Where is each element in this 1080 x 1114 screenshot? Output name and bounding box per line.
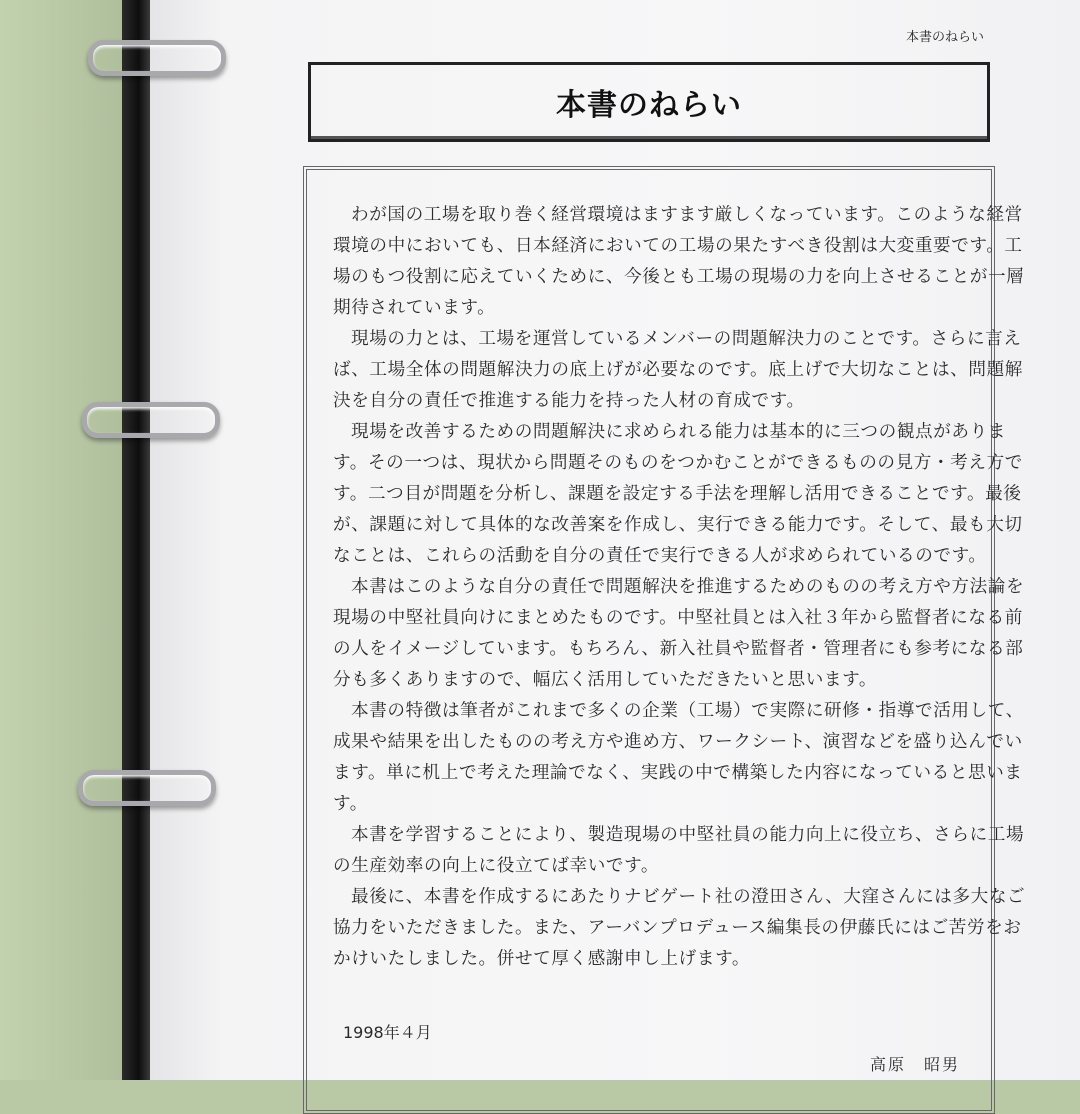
paragraph	[333, 324, 1023, 417]
text-line: 現場の力とは、工場を運営しているメンバーの問題解決力のことです。さらに言え	[351, 329, 1022, 349]
text-line: 現場を改善するための問題解決に求められる能力は基本的に三つの観点がありま	[351, 422, 1006, 442]
text-line: なことは、これらの活動を自分の責任で実行できる人が求められているのです。	[333, 546, 987, 566]
paragraph	[333, 572, 1025, 696]
binder-ring-icon	[88, 40, 226, 76]
text-line: 期待されています。	[333, 298, 496, 318]
text-line: 本書はこのような自分の責任で問題解決を推進するためのものの考え方や方法論を	[351, 577, 1025, 597]
paragraph	[333, 820, 1025, 882]
paragraph	[333, 696, 1024, 820]
text-line: わが国の工場を取り巻く経営環境はますます厳しくなっています。このような経営	[351, 205, 1023, 225]
binder-ring-icon	[82, 402, 220, 438]
text-line: ます。単に机上で考えた理論でなく、実践の中で構築した内容になっていると思いま	[333, 763, 1023, 783]
text-line: 環境の中においても、日本経済においての工場の果たすべき役割は大変重要です。工	[333, 236, 1023, 256]
page-title: 本書のねらい	[556, 88, 742, 123]
text-line: 最後に、本書を作成するにあたりナビゲート社の澄田さん、大窪さんには多大なご	[351, 887, 1026, 907]
author-name: 高原 昭男	[870, 1055, 961, 1074]
text-line: す。その一つは、現状から問題そのものをつかむことができるものの見方・考え方で	[333, 453, 1023, 473]
text-line: 分も多くありますので、幅広く活用していただきたいと思います。	[333, 670, 878, 690]
running-header: 本書のねらい	[906, 30, 985, 45]
text-line: 決を自分の責任で推進する能力を持った人材の育成です。	[333, 391, 805, 411]
paragraph	[333, 200, 1025, 324]
paragraph	[333, 882, 1026, 975]
text-line: す。	[333, 794, 368, 814]
text-line: す。二つ目が問題を分析し、課題を設定する手法を理解し活用できることです。最後	[333, 484, 1022, 504]
paragraph	[333, 417, 1023, 572]
text-line: かけいたしました。併せて厚く感謝申し上げます。	[333, 949, 751, 969]
binder-ring-icon	[78, 770, 216, 806]
text-line: が、課題に対して具体的な改善案を作成し、実行できる能力です。そして、最も大切	[333, 515, 1023, 535]
text-line: 本書の特徴は筆者がこれまで多くの企業（工場）で実際に研修・指導で活用して、	[351, 701, 1024, 721]
text-line: 場のもつ役割に応えていくために、今後とも工場の現場の力を向上させることが一層	[333, 267, 1025, 287]
body-text	[333, 200, 1026, 975]
binder-spine	[122, 0, 150, 1080]
text-line: 本書を学習することにより、製造現場の中堅社員の能力向上に役立ち、さらに工場	[351, 825, 1025, 845]
title-box	[308, 62, 990, 142]
text-line: ば、工場全体の問題解決力の底上げが必要なのです。底上げで大切なことは、問題解	[333, 360, 1023, 380]
text-line: 成果や結果を出したものの考え方や進め方、ワークシート、演習などを盛り込んでい	[333, 732, 1023, 752]
text-line: の生産効率の向上に役立てば幸いです。	[333, 856, 660, 876]
background	[0, 0, 130, 1080]
date: 1998年４月	[343, 1023, 432, 1042]
text-line: 協力をいただきました。また、アーバンプロデュース編集長の伊藤氏にはご苦労をお	[333, 918, 1022, 938]
text-line: の人をイメージしています。もちろん、新入社員や監督者・管理者にも参考になる部	[333, 639, 1024, 659]
text-line: 現場の中堅社員向けにまとめたものです。中堅社員とは入社３年から監督者になる前	[333, 608, 1023, 628]
